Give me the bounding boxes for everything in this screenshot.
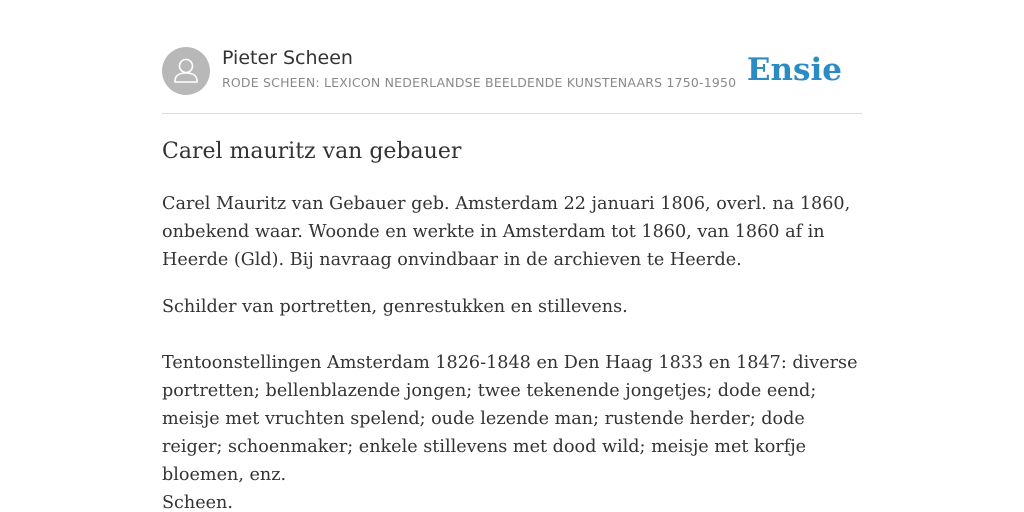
article-paragraph: Scheen. <box>162 493 233 512</box>
user-avatar-icon <box>162 47 210 95</box>
article-paragraph: Tentoonstellingen Amsterdam 1826-1848 en Den Haag 1833 en 1847: diverse portretten; bellenblazende jongen; twee tekenende jongetjes; dode eend; meisje met vruchten spelend; oude lezende man; rustende herder; dode reiger; schoenmaker; enkele stillevens met dood wild; meisje met korfje bloemen, enz. <box>162 353 858 485</box>
brand-logo[interactable]: Ensie <box>746 52 842 88</box>
article-paragraph: Carel Mauritz van Gebauer geb. Amsterdam 22 januari 1806, overl. na 1860, onbekend waar. Woonde en werkte in Amsterdam tot 1860, van 1860 af in Heerde (Gld). Bij navraag onvindbaar in de archieven te Heerde. <box>162 194 851 270</box>
header <box>162 47 862 95</box>
author-avatar[interactable] <box>162 47 210 95</box>
article-paragraph: Schilder van portretten, genrestukken en stillevens. <box>162 297 628 317</box>
source-title[interactable]: RODE SCHEEN: LEXICON NEDERLANDSE BEELDENDE KUNSTENAARS 1750-1950 <box>222 75 737 90</box>
article-title: Carel mauritz van gebauer <box>162 139 462 164</box>
author-name[interactable]: Pieter Scheen <box>222 47 353 69</box>
divider <box>162 113 862 114</box>
